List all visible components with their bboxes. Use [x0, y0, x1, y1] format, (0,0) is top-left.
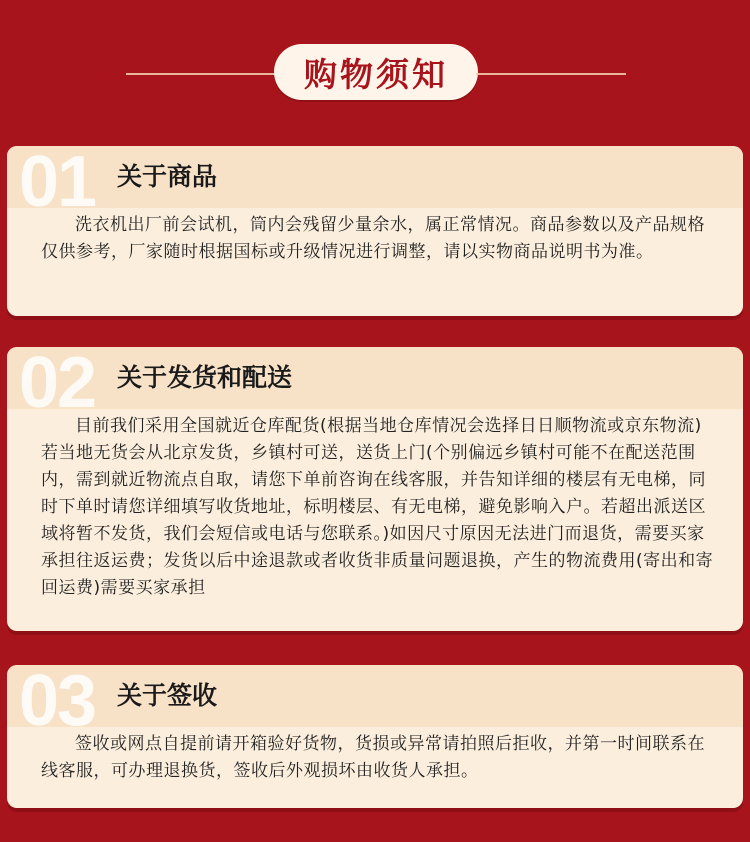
section-card-products [7, 146, 743, 316]
section-body: 目前我们采用全国就近仓库配货(根据当地仓库情况会选择日日顺物流或京东物流)若当地无货会从北京发货，乡镇村可送，送货上门(个别偏远乡镇村可能不在配送范围内，需到就近物流点自取，请您下单前咨询在线客服，并告知详细的楼层有无电梯，同时下单时请您详细填写收货地址，标明楼层、有无电梯，避免影响入户。若超出派送区域将暂不发货，我们会短信或电话与您联系。)如因尺寸原因无法进门而退货，需要买家承担往返运费；发货以后中途退款或者收货非质量问题退换，产生的物流费用(寄出和寄回运费)需要买家承担 [41, 416, 714, 598]
section-title: 关于签收 [117, 681, 218, 710]
section-number: 03 [19, 665, 96, 741]
section-body: 洗衣机出厂前会试机，筒内会残留少量余水，属正常情况。商品参数以及产品规格仅供参考，厂家随时根据国标或升级情况进行调整，请以实物商品说明书为准。 [41, 215, 705, 262]
section-title: 关于发货和配送 [117, 363, 293, 392]
section-body: 签收或网点自提前请开箱验好货物，货损或异常请拍照后拒收，并第一时间联系在线客服，可办理退换货，签收后外观损坏由收货人承担。 [41, 734, 705, 781]
section-card-shipping [7, 347, 743, 631]
page-title: 购物须知 [274, 44, 478, 100]
header-divider-right [476, 73, 626, 75]
page-header [0, 0, 750, 145]
section-title: 关于商品 [117, 162, 218, 191]
section-number: 02 [19, 347, 96, 423]
section-card-signing [7, 665, 743, 808]
header-divider-left [126, 73, 278, 75]
section-number: 01 [19, 146, 96, 222]
